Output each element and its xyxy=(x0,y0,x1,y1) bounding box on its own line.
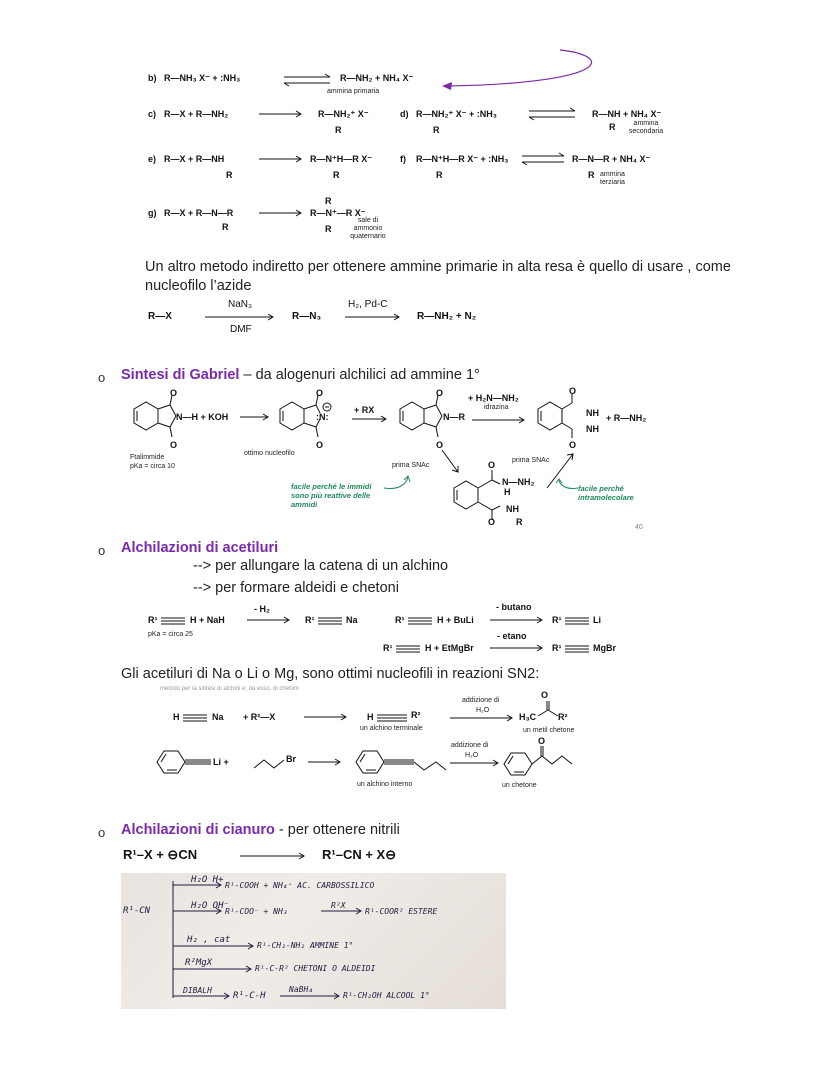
azide-reagent-bottom: DMF xyxy=(230,324,252,335)
reaction-b-label: b) xyxy=(148,73,157,83)
h2o-label-1: H₂O xyxy=(476,707,490,714)
intermediate-o-1: O xyxy=(488,460,496,470)
hand-reagent-2b: R²X xyxy=(331,901,346,910)
propyl-br: Br xyxy=(286,754,297,764)
gabriel-o-5: O xyxy=(436,388,444,398)
hand-reagent-1: H₂O H+ xyxy=(191,875,224,885)
gabriel-bullet: o xyxy=(98,370,106,385)
reaction-c-label: c) xyxy=(148,109,157,119)
alchino-terminale-label: un alchino terminale xyxy=(360,725,423,732)
prima-snac-2: prima SNAc xyxy=(512,457,550,464)
internal-alkyne-structure xyxy=(352,746,452,780)
reaction-c-product: R—NH₂⁺ X⁻ xyxy=(318,109,369,119)
cyanide-right: R¹–CN + X⊖ xyxy=(322,847,397,862)
prima-snac-1: prima SNAc xyxy=(392,462,430,469)
triple-bond-7 xyxy=(183,714,209,722)
idrazina-label: idrazina xyxy=(484,404,509,411)
nah-product-na: Na xyxy=(346,615,358,625)
terminal-h: H xyxy=(367,712,374,722)
reaction-g-product: R—N⁺—R X⁻ xyxy=(310,208,366,218)
reaction-e-sub2: R xyxy=(333,170,340,180)
triple-bond-5 xyxy=(396,645,422,653)
acetylide-sentence: Gli acetiluri di Na o Li o Mg, sono ottimi nucleofili in reazioni SN2: xyxy=(121,666,540,682)
arrow-sn2 xyxy=(302,713,348,721)
reaction-e-reactant: R—X + R—NH xyxy=(164,154,225,164)
cyanide-title: Alchilazioni di cianuro xyxy=(121,822,275,838)
intermediate-h: H xyxy=(504,487,511,497)
azide-start: R—X xyxy=(148,311,172,322)
arrow-hydration-2 xyxy=(448,759,500,767)
hand-product-4: R¹-C-R² CHETONI O ALDEIDI xyxy=(255,964,376,973)
triple-bond-1 xyxy=(161,617,187,625)
hand-mid-5: R¹-C-H xyxy=(233,991,266,1001)
arrow-e xyxy=(257,155,303,163)
alchino-interno-label: un alchino interno xyxy=(357,781,413,788)
azide-reagent-2: H₂, Pd-C xyxy=(348,299,388,310)
green-arrow-2 xyxy=(556,478,580,492)
gabriel-o-4: O xyxy=(316,440,324,450)
reaction-f-label: f) xyxy=(400,154,406,164)
reaction-f-sub2: R xyxy=(588,170,595,180)
cyanide-heading xyxy=(121,822,400,838)
intermediate-nh: NH xyxy=(506,504,519,514)
reaction-f-reactant: R—N⁺H—R X⁻ + :NH₃ xyxy=(416,154,509,164)
gabriel-nr: N—R xyxy=(443,412,465,422)
reaction-d-sub2: R xyxy=(609,122,616,132)
azide-paragraph: Un altro metodo indiretto per ottenere ammine primarie in alta resa è quello di usare , come nucleofilo l’azide xyxy=(145,259,731,294)
acetylide-line-1: --> per allungare la catena di un alchino xyxy=(193,558,449,574)
hand-reagent-3: H₂ , cat xyxy=(187,935,231,945)
gabriel-title: Sintesi di Gabriel xyxy=(121,367,240,383)
arrow-g xyxy=(257,209,303,217)
arrow-nah xyxy=(245,616,291,624)
cut-text: metodo per la sintesi di alchini e, da esso, di chetoni xyxy=(160,686,299,691)
hand-product-2: R¹-COO⁻ + NH₃ xyxy=(225,907,288,916)
ammina-primaria-note: ammina primaria xyxy=(327,88,380,95)
intermediate-r: R xyxy=(516,517,523,527)
reaction-b-product: R—NH₂ + NH₄ X⁻ xyxy=(340,73,414,83)
hand-r1cn: R¹-CN xyxy=(123,906,151,916)
minus-butano: - butano xyxy=(496,602,532,612)
plus-r2x: + R²—X xyxy=(243,712,276,722)
ottimo-nucleofilo-label: ottimo nucleofilo xyxy=(244,450,295,457)
equilibrium-arrow-f xyxy=(520,153,566,165)
acetylide-h: H xyxy=(173,712,180,722)
reaction-g-sub: R xyxy=(222,222,229,232)
equilibrium-arrow-d xyxy=(527,108,577,120)
hand-reagent-2: H₂O OH⁻ xyxy=(191,901,229,911)
reaction-e-product: R—N⁺H—R X⁻ xyxy=(310,154,373,164)
reaction-g-reactant: R—X + R—N—R xyxy=(164,208,234,218)
purple-curved-arrow xyxy=(440,48,605,90)
azide-reagent-top: NaN₃ xyxy=(228,299,253,310)
facile-immidi-note: facile perché le immidi sono più reattive delle ammidi xyxy=(291,482,372,509)
hand-product-2b: R¹-COOR² ESTERE xyxy=(365,907,438,916)
gabriel-nh-1: NH xyxy=(586,408,599,418)
hand-product-1: R¹-COOH + NH₄⁺ AC. CARBOSSILICO xyxy=(225,881,375,890)
arrow-etmgbr xyxy=(488,644,544,652)
triple-bond-2 xyxy=(318,617,344,625)
minus-etano: - etano xyxy=(497,631,527,641)
gabriel-subtitle: – da alogenuri alchilici ad ammine 1° xyxy=(239,367,480,383)
etmgbr-product-r1: R¹ xyxy=(552,643,562,653)
reaction-d-sub: R xyxy=(433,125,440,135)
hand-reagent-5b: NaBH₄ xyxy=(289,985,314,994)
reaction-f-product: R—N—R + NH₄ X⁻ xyxy=(572,154,651,164)
reaction-d-product: R—NH + NH₄ X⁻ xyxy=(592,109,662,119)
reaction-e-label: e) xyxy=(148,154,157,164)
intermediate-nhnh2: N—NH₂ xyxy=(502,477,535,487)
intermediate-o-2: O xyxy=(488,517,496,527)
cyanide-subtitle: - per ottenere nitrili xyxy=(274,822,400,838)
facile-intramolecolare-note: facile perché intramolecolare xyxy=(578,484,634,502)
cyanide-bullet: o xyxy=(98,825,106,840)
methyl-ketone-h3c: H₃C xyxy=(519,712,537,722)
gabriel-arrow-1 xyxy=(238,413,270,421)
reaction-e-sub: R xyxy=(226,170,233,180)
minus-h2: - H₂ xyxy=(254,604,270,614)
triple-bond-4 xyxy=(565,617,591,625)
arrow-buli xyxy=(488,616,544,624)
buli-product-r1: R¹ xyxy=(552,615,562,625)
gabriel-heading xyxy=(121,367,480,383)
phthalhydrazide-structure xyxy=(530,392,586,452)
gabriel-rx: + RX xyxy=(354,405,375,415)
hand-product-5: R¹-CH₂OH ALCOOL 1° xyxy=(343,991,430,1000)
handwritten-notes-photo xyxy=(121,873,506,1009)
nah-product-r1: R¹ xyxy=(305,615,315,625)
acetylide-line-2: --> per formare aldeidi e chetoni xyxy=(193,580,399,596)
triple-bond-6 xyxy=(565,645,591,653)
etmgbr-r1: R¹ xyxy=(383,643,393,653)
reaction-b-reactant: R—NH₃ X⁻ + :NH₃ xyxy=(164,73,241,83)
reaction-c-reactant: R—X + R—NH₂ xyxy=(164,109,229,119)
triple-bond-3 xyxy=(408,617,434,625)
ftalimmide-label: Ftalimmide xyxy=(130,454,165,461)
hand-product-3: R¹-CH₂-NH₂ AMMINE 1° xyxy=(257,941,354,950)
buli-r1: R¹ xyxy=(395,615,405,625)
reaction-g-sub-bottom: R xyxy=(325,224,332,234)
etmgbr-reagent: H + EtMgBr xyxy=(425,643,474,653)
gabriel-o-8: O xyxy=(569,440,577,450)
azide-product: R—NH₂ + N₂ xyxy=(417,311,477,322)
gabriel-hydrazine: + H₂N—NH₂ xyxy=(468,393,519,403)
azide-arrow-1 xyxy=(203,313,275,321)
reaction-d-label: d) xyxy=(400,109,409,119)
chetone-label: un chetone xyxy=(502,782,537,789)
hand-reagent-5: DIBALH xyxy=(183,986,212,995)
addizione-label-1: addizione di xyxy=(462,697,500,704)
methyl-ketone-r2: R² xyxy=(558,712,568,722)
gabriel-arrow-2 xyxy=(350,415,388,423)
hand-reagent-4: R²MgX xyxy=(185,958,213,968)
buli-product-li: Li xyxy=(593,615,601,625)
ketone-structure xyxy=(500,742,590,782)
gabriel-o-3: O xyxy=(316,388,324,398)
azide-intermediate: R—N₃ xyxy=(292,311,322,322)
page-number: 40 xyxy=(635,524,643,531)
reaction-g-sub-top: R xyxy=(325,196,332,206)
phenyl-li: Li + xyxy=(213,757,229,767)
ketone-o: O xyxy=(538,736,546,746)
gabriel-o-1: O xyxy=(170,388,178,398)
equilibrium-arrow-b xyxy=(282,74,332,86)
reaction-d-reactant: R—NH₂⁺ X⁻ + :NH₃ xyxy=(416,109,497,119)
acetylide-bullet: o xyxy=(98,543,106,558)
cyanide-arrow xyxy=(238,852,306,860)
etmgbr-product-mgbr: MgBr xyxy=(593,643,616,653)
ftalimmide-pka: pKa = circa 10 xyxy=(130,463,175,470)
metil-chetone-label: un metil chetone xyxy=(523,727,575,734)
terminal-r2: R² xyxy=(411,710,421,720)
gabriel-koh: N—H + KOH xyxy=(176,412,229,422)
arrow-hydration-1 xyxy=(448,714,514,722)
triple-bond-8 xyxy=(377,714,409,722)
reaction-g-label: g) xyxy=(148,208,157,218)
acetylide-title: Alchilazioni di acetiluri xyxy=(121,540,279,556)
addizione-label-2: addizione di xyxy=(451,742,489,749)
buli-reagent: H + BuLi xyxy=(437,615,474,625)
cyanide-left: R¹–X + ⊖CN xyxy=(123,847,198,862)
gabriel-o-2: O xyxy=(170,440,178,450)
green-arrow-1 xyxy=(382,474,412,492)
gabriel-anion-n: :N: xyxy=(316,412,329,422)
nah-r1: R¹ xyxy=(148,615,158,625)
sale-ammonio-note: sale di ammonio quaternario xyxy=(350,217,386,240)
acetylide-pka: pKa = circa 25 xyxy=(148,631,193,638)
gabriel-product: + R—NH₂ xyxy=(606,413,647,423)
acetylide-na: Na xyxy=(212,712,224,722)
arrow-phenyl-sn2 xyxy=(306,758,342,766)
arrow-c xyxy=(257,110,303,118)
gabriel-nh-2: NH xyxy=(586,424,599,434)
methyl-ketone-o: O xyxy=(541,690,549,700)
ammina-secondaria-note: ammina secondaria xyxy=(628,120,664,135)
gabriel-o-6: O xyxy=(436,440,444,450)
gabriel-arrow-3 xyxy=(470,416,526,424)
nah-reagent: H + NaH xyxy=(190,615,225,625)
reaction-c-sub: R xyxy=(335,125,342,135)
ammina-terziaria-note: ammina terziaria xyxy=(600,171,625,186)
h2o-label-2: H₂O xyxy=(465,752,479,759)
gabriel-o-7: O xyxy=(569,386,577,396)
amine-scheme xyxy=(0,0,828,250)
reaction-f-sub: R xyxy=(436,170,443,180)
azide-arrow-2 xyxy=(343,313,401,321)
